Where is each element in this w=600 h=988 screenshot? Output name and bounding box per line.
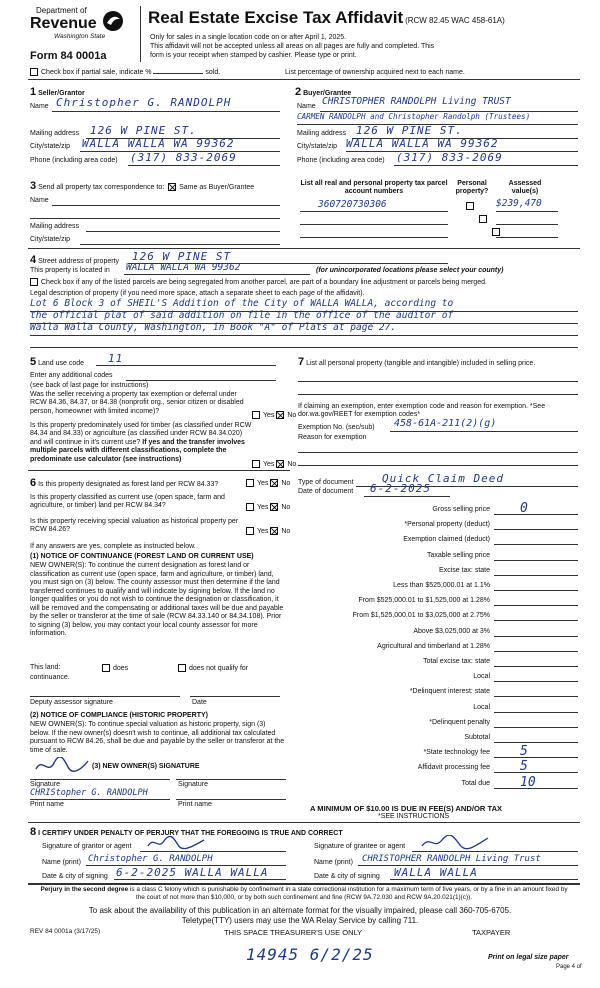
property-street[interactable]: 126 W PINE ST (132, 250, 232, 263)
exemption-yes-no: Yes No (252, 411, 296, 420)
does-option: does (102, 664, 128, 673)
doc-date-label: Date of document (298, 488, 354, 495)
exemption-question: Was the seller receiving a property tax exemption or deferral under RCW 84.36, 84.37, or 84.38 (nonprofit org., senior citizen or disabled person, homeowner with limited income)? (30, 391, 244, 415)
tax-row-label: From $525,000.01 to $1,525,000 at 1.28% (358, 597, 490, 605)
dor-logo (24, 6, 134, 42)
buyer-mailing-label: Mailing address (297, 130, 347, 137)
open-space-no-checkbox[interactable] (270, 503, 278, 511)
exemption-no-checkbox[interactable] (276, 411, 284, 419)
signature-label-1: Signature (30, 781, 60, 788)
seller-city-label: City/state/zip (30, 143, 71, 150)
buyer-phone-label: Phone (including area code) (297, 157, 385, 164)
timber-no-checkbox[interactable] (276, 460, 284, 468)
notice1-title: (1) NOTICE OF CONTINUANCE (FOREST LAND OR CURRENT USE) (30, 553, 254, 560)
personal-property-list: 7 List all personal property (tangible and intangible) included in selling price. (298, 356, 536, 368)
notice1-text: NEW OWNER(S): To continue the current designation as forest land or classification as current use (open space, farm and agriculture, or timber) land, you must sign on (3) below. The county assessor must then determine if the land transferred continues to qualify and will indicate by signing below. If the land no longer qualifies or you do not wish to continue the designation or classification, it will be removed and the compensating or additional taxes will be due and payable by the seller or transferor at the time of sale (RCW 84.33.140 or 84.34.108). Prior to signing (3) below, you may contact your local county assessor for more information. (30, 562, 284, 638)
seller-heading: 1 Seller/Grantor (30, 86, 85, 98)
grantee-sig-label: Signature of grantee or agent (314, 843, 406, 850)
tax-row-label: Subtotal (464, 734, 490, 741)
forest-no-checkbox[interactable] (270, 479, 278, 487)
signature-label-2: Signature (178, 781, 208, 788)
tax-row-label: Less than $525,000.01 at 1.1% (393, 582, 490, 589)
timber-yes-no: Yes No (252, 460, 296, 469)
assessed-heading: Assessed value(s) (508, 180, 542, 196)
located-note: (for unincorporated locations please select your county) (316, 267, 504, 274)
minimum-due-note: A MINIMUM OF $10.00 IS DUE IN FEE(S) AND/OR TAX (310, 804, 503, 813)
historical-no-checkbox[interactable] (270, 527, 278, 535)
deputy-date-label: Date (192, 699, 207, 706)
personal-property-checkbox-2[interactable] (479, 215, 487, 223)
tax-row-label: From $1,525,000.01 to $3,025,000 at 2.75% (352, 612, 490, 620)
form-title (148, 8, 505, 28)
tax-row-value[interactable]: 0 (520, 501, 528, 516)
see-instructions: *SEE INSTRUCTIONS (378, 813, 450, 820)
tax-row-label: Agricultural and timberland at 1.28% (377, 642, 490, 650)
exemption-instructions: If claiming an exemption, enter exemption code and reason for exemption. *See dor.wa.gov/REET for exemption codes* (298, 403, 546, 419)
tax-row-label: *Delinquent penalty (429, 718, 490, 726)
this-land-label: This land: (30, 664, 61, 671)
print-name-label-2: Print name (178, 801, 212, 808)
dept-of-text: Department of (36, 6, 87, 15)
tax-row-value[interactable]: 10 (520, 774, 536, 790)
historical-yes-checkbox[interactable] (246, 527, 254, 535)
revenue-text: Revenue (30, 15, 97, 32)
buyer-name-label: Name (297, 103, 316, 110)
located-label: This property is located in (30, 267, 110, 274)
exemption-yes-checkbox[interactable] (252, 411, 260, 419)
seller-phone[interactable]: (317) 833-2069 (130, 151, 237, 164)
seller-mailing[interactable]: 126 W PINE ST. (90, 124, 197, 137)
doc-type[interactable]: Quick Claim Deed (382, 472, 504, 485)
grantee-print-name[interactable]: CHRISTOPHER RANDOLPH Living Trust (362, 854, 541, 864)
tax-row-label: Total due (461, 779, 490, 787)
treasurer-stamp: 14945 6/2/25 (246, 945, 374, 964)
exemption-no-label: Exemption No. (sec/sub) (298, 424, 375, 431)
tax-row-label: Above $3,025,000 at 3% (413, 627, 490, 635)
partial-sale-row (30, 68, 220, 77)
grantee-name-label: Name (print) (314, 859, 353, 866)
buyer-name-line2[interactable]: CARMEN RANDOLPH and Christopher Randolph (Trustees) (297, 112, 531, 121)
corr-name-label: Name (30, 197, 49, 204)
sold-label: sold. (205, 68, 221, 76)
title-text: Real Estate Excise Tax Affidavit (148, 8, 404, 27)
tax-row-label: *Delinquent interest: state (409, 688, 490, 696)
legal-line-2[interactable]: the official plat of said addition on file in the office of the auditor of (30, 310, 454, 321)
timber-question: Is this property predominately used for timber (as classified under RCW 84.34 and 84.33) or agriculture (as classified under RCW 84.34.020) and will continue in it's current use? If yes and the transfer involves multiple parcels with different classifications, complete the predominate use calculator (see instructions) (30, 422, 252, 463)
open-space-yes-no: Yes No (246, 503, 290, 512)
forest-question: 6 Is this property designated as forest land per RCW 84.33? (30, 477, 219, 489)
signature-scrawl-icon (34, 757, 90, 773)
buyer-heading: 2 Buyer/Grantee (295, 86, 352, 98)
seller-phone-label: Phone (including area code) (30, 157, 118, 164)
tax-row-label: Local (473, 673, 490, 681)
grantor-print-name[interactable]: Christopher G. RANDOLPH (88, 854, 213, 864)
header-note-3: form is your receipt when stamped by cashier. Please type or print. (150, 52, 357, 59)
doc-date[interactable]: 6-2-2025 (370, 482, 431, 495)
grantor-sig-label: Signature of grantor or agent (42, 843, 132, 850)
tax-row-value[interactable]: 5 (520, 759, 528, 775)
tty-note: Teletype(TTY) users may use the WA Relay Service by calling 711. (181, 916, 419, 925)
tax-row-label: *State technology fee (423, 749, 490, 757)
forest-yes-no: Yes No (246, 479, 290, 488)
grantee-date-label: Date & city of signing (314, 873, 380, 880)
form-number: Form 84 0001a (30, 50, 107, 62)
certify-heading: 8 I CERTIFY UNDER PENALTY OF PERJURY THAT THE FOREGOING IS TRUE AND CORRECT (30, 826, 343, 838)
segregated-row: Check box if any of the listed parcels are being segregated from another parcel, are part of a boundary line adjustment or parcels being merged. (30, 278, 487, 287)
seller-name[interactable]: Christopher G. RANDOLPH (56, 96, 232, 109)
tax-row-label: Excise tax: state (439, 566, 490, 574)
perjury-notice: Perjury in the second degree is a class C felony which is punishable by confinement in a state correctional institution for a maximum term of five years, or by a fine in an amount fixed by the court of not more than $10,000, or by both such confinement and fine (RCW 9A.72.030 and RCW 9A.20.021(1)(c)). (40, 886, 568, 901)
historical-yes-no: Yes No (246, 527, 290, 536)
seller-mailing-label: Mailing address (30, 130, 80, 137)
notice2-title: (2) NOTICE OF COMPLIANCE (HISTORIC PROPERTY) (30, 712, 208, 719)
correspondence-heading: 3 Send all property tax correspondence to: Same as Buyer/Grantee (30, 180, 255, 192)
does-not-option: does not qualify for (178, 664, 248, 673)
personal-property-heading: Personal property? (455, 180, 489, 196)
grantee-signature-icon[interactable] (420, 835, 490, 850)
if-yes-note: If any answers are yes, complete as instructed below. (30, 543, 196, 550)
forest-yes-checkbox[interactable] (246, 479, 254, 487)
historical-question: Is this property receiving special valuation as historical property per RCW 84.26? (30, 518, 239, 534)
land-use-code[interactable]: 11 (108, 352, 124, 365)
additional-codes-label: Enter any additional codes (30, 372, 113, 379)
assessed-value[interactable]: $239,470 (496, 198, 542, 209)
street-row: 4 Street address of property (30, 254, 120, 266)
exemption-number[interactable]: 458-61A-211(2)(g) (394, 418, 497, 429)
washington-state-text: Washington State (54, 33, 106, 40)
grantor-name-label: Name (print) (42, 859, 81, 866)
partial-sale-checkbox[interactable] (30, 68, 38, 76)
legal-line-1[interactable]: Lot 6 Block 3 of SHEIL'S Addition of the City of WALLA WALLA, according to (30, 298, 454, 309)
same-as-buyer-checkbox[interactable] (168, 183, 176, 191)
ownership-note: List percentage of ownership acquired next to each name. (285, 69, 465, 76)
tax-row-value[interactable]: 5 (520, 744, 528, 760)
buyer-name-line1[interactable]: CHRISTOPHER RANDOLPH Living TRUST (322, 96, 511, 107)
alternate-format-note: To ask about the availability of this publication in an alternate format for the visually impaired, please call 360-705-6705. (88, 906, 512, 915)
doc-type-label: Type of document (298, 479, 354, 486)
personal-property-checkbox-1[interactable] (466, 202, 474, 210)
buyer-city[interactable]: WALLA WALLA WA 99362 (346, 137, 499, 150)
owner-print-name[interactable]: CHRIStopher G. RANDOLPH (30, 788, 148, 798)
timber-yes-checkbox[interactable] (252, 460, 260, 468)
seller-name-label: Name (30, 103, 49, 110)
legal-size-note: Print on legal size paper (488, 954, 569, 961)
title-rcw: (RCW 82.45 WAC 458-61A) (405, 16, 505, 25)
tax-row-label: Exemption claimed (deduct) (403, 536, 490, 544)
print-name-label-1: Print name (30, 801, 64, 808)
buyer-phone[interactable]: (317) 833-2069 (396, 151, 503, 164)
grantor-date-city[interactable]: 6-2-2025 WALLA WALLA (116, 866, 269, 879)
buyer-city-label: City/state/zip (297, 143, 338, 150)
header-note-1: Only for sales in a single location code on or after April 1, 2025. (150, 34, 347, 41)
taxpayer-label: TAXPAYER (472, 928, 511, 937)
tax-row-label: Local (473, 703, 490, 711)
revenue-logo-icon (102, 10, 124, 32)
grantor-date-label: Date & city of signing (42, 873, 108, 880)
tax-row-label: Taxable selling price (426, 551, 490, 559)
deputy-signature-label: Deputy assessor signature (30, 699, 113, 706)
continuance-label: continuance. (30, 674, 70, 681)
corr-city-label: City/state/zip (30, 236, 71, 243)
legal-label: Legal description of property (if you need more space, attach a separate sheet to each page of the affidavit). (30, 290, 365, 297)
page-number: Page 4 of (556, 964, 582, 970)
tax-row-label: Total excise tax: state (423, 658, 490, 665)
new-owner-signature-scrawl[interactable] (34, 757, 90, 778)
rev-number: REV 84 0001a (3/17/25) (30, 928, 101, 935)
land-use-row: 5 Land use code (30, 356, 85, 368)
notice2-text: NEW OWNER(S): To continue special valuation as historic property, sign (3) below. If the new owner(s) doesn't wish to continue, all additional tax calculated pursuant to RCW 84.26, shall be due and payable by the seller or transferor at the time of sale. (30, 721, 285, 754)
parcel-number[interactable]: 360720730306 (318, 199, 387, 210)
seller-city[interactable]: WALLA WALLA WA 99362 (82, 137, 235, 150)
property-located[interactable]: WALLA WALLA WA 99362 (126, 262, 241, 273)
does-not-checkbox[interactable] (178, 664, 186, 672)
open-space-yes-checkbox[interactable] (246, 503, 254, 511)
grantor-signature-icon[interactable] (146, 836, 206, 850)
partial-sale-label: Check box if partial sale, indicate % (41, 68, 152, 76)
does-checkbox[interactable] (102, 664, 110, 672)
segregated-checkbox[interactable] (30, 278, 38, 286)
new-owner-sig-heading: (3) NEW OWNER(S) SIGNATURE (92, 763, 200, 770)
tax-row-label: Gross selling price (432, 506, 490, 513)
buyer-mailing[interactable]: 126 W PINE ST. (356, 124, 463, 137)
open-space-question: Is this property classified as current use (open space, farm and agriculture, or timber) land per RCW 84.34? (30, 494, 225, 510)
personal-property-checkbox-3[interactable] (492, 228, 500, 236)
header-note-2: This affidavit will not be accepted unless all areas on all pages are fully and completed. This (150, 43, 435, 50)
tax-row-label: *Personal property (deduct) (404, 521, 490, 529)
legal-line-3[interactable]: Walla Walla County, Washington, in Book "A" of Plats at page 27. (30, 322, 397, 333)
treasurer-use: THIS SPACE TREASURER'S USE ONLY (224, 928, 363, 937)
tax-row-label: Affidavit processing fee (417, 764, 490, 772)
reason-label: Reason for exemption (298, 434, 367, 441)
parcel-heading: List all real and personal property tax parcel account numbers (300, 180, 448, 196)
grantee-date-city[interactable]: WALLA WALLA (394, 866, 478, 879)
see-back-label: (see back of last page for instructions) (30, 382, 149, 389)
corr-mailing-label: Mailing address (30, 223, 80, 230)
